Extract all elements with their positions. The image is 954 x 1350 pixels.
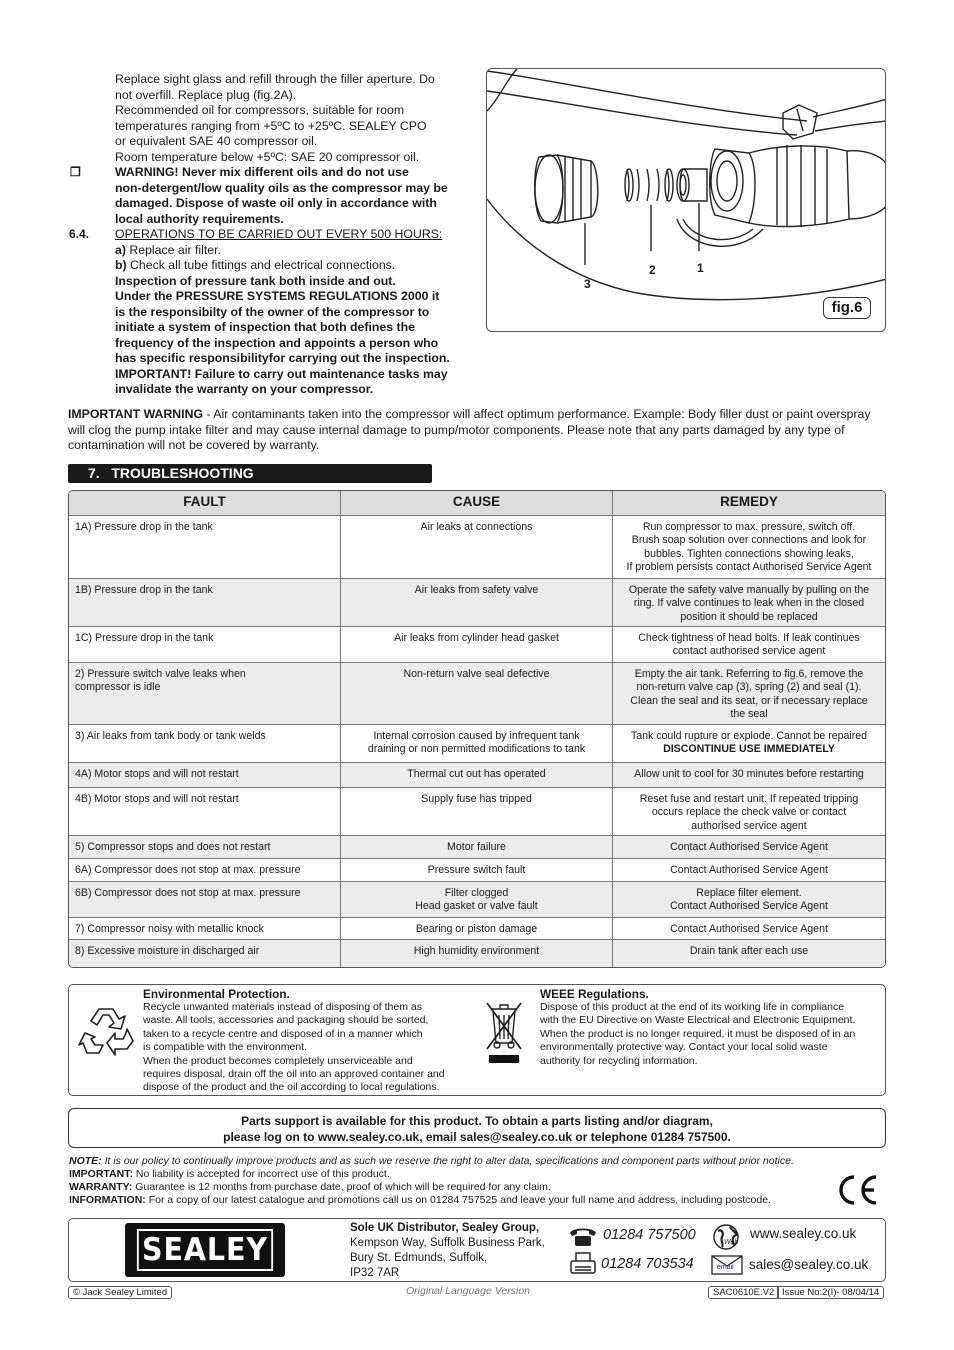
fault-cell: 3) Air leaks from tank body or tank welds (69, 725, 341, 762)
information-line: INFORMATION: For a copy of our latest catalogue and promotions call us on 01284 757525 and leave your full name and address, including postcode. (69, 1194, 771, 1206)
environment-title: Environmental Protection. (143, 987, 290, 1001)
column-header-remedy: REMEDY (720, 494, 778, 509)
remedy-cell: Check tightness of head bolts. If leak continues contact authorised service agent (638, 632, 860, 658)
telephone-icon (568, 1225, 598, 1247)
cause-cell: Non-return valve seal defective (341, 663, 613, 724)
environment-box (68, 984, 886, 1096)
copyright: © Jack Sealey Limited (68, 1286, 172, 1299)
cause-cell: Supply fuse has tripped (341, 788, 613, 835)
text-line: Room temperature below +5ºC: SAE 20 compressor oil. (115, 149, 420, 164)
remedy-cell: Tank could rupture or explode. Cannot be repaired DISCONTINUE USE IMMEDIATELY (630, 730, 868, 756)
weee-bin-icon (483, 999, 525, 1065)
warning-line: non-detergent/low quality oils as the compressor may be (115, 180, 448, 195)
cause-cell: Internal corrosion caused by infrequent tank draining or non permitted modifications to tank (341, 725, 613, 762)
remedy-cell: Run compressor to max. pressure, switch off. Brush soap solution over connections and look for bubbles. Tighten connections showing leaks, If problem persists contact Authorised Service Agent (626, 521, 872, 574)
distributor-address: Sole UK Distributor, Sealey Group, Kempson Way, Suffolk Business Park, Bury St. Edmunds, Suffolk, IP32 7AR (350, 1222, 545, 1279)
inspection-line: is the responsibilty of the owner of the compressor to (115, 304, 430, 319)
cause-cell: Filter clogged Head gasket or valve fault (341, 882, 613, 917)
callout-1: 1 (697, 261, 704, 275)
fault-cell: 4A) Motor stops and will not restart (69, 763, 341, 787)
logo-text: SEALEY (137, 1229, 273, 1271)
checkbox-icon: ❒ (70, 165, 81, 179)
issue-number: Issue No:2(I)- 08/04/14 (777, 1286, 884, 1299)
weee-text: Dispose of this product at the end of its working life in compliance with the EU Directive on Waste Electrical and Electronic Equipment. When the product is no longer required, it must be disposed of in an environmentally protective way. Contact your local solid waste authority for recycling information. (540, 1001, 856, 1067)
remedy-cell: Drain tank after each use (689, 945, 809, 957)
table-row (69, 578, 885, 626)
remedy-cell: Contact Authorised Service Agent (670, 864, 828, 876)
parts-line-2: please log on to www.sealey.co.uk, email sales@sealey.co.uk or telephone 01284 757500. (223, 1130, 731, 1144)
document-reference: SAC0610E.V2 (708, 1286, 779, 1299)
remedy-cell: Operate the safety valve manually by pulling on the ring. If valve continues to leak when in the closed position it should be replaced (628, 584, 870, 623)
text-line: or equivalent SAE 40 compressor oil. (115, 134, 318, 148)
figure-6 (486, 68, 886, 332)
remedy-cell: Contact Authorised Service Agent (670, 923, 828, 935)
list-item: b) Check all tube fittings and electrical connections. (115, 258, 396, 272)
fault-cell: 5) Compressor stops and does not restart (69, 836, 341, 858)
fax-icon (568, 1251, 598, 1277)
inspection-line: Inspection of pressure tank both inside and out. (115, 273, 396, 288)
fault-cell: 4B) Motor stops and will not restart (69, 788, 341, 835)
valve-diagram (487, 69, 886, 332)
table-row (69, 662, 885, 724)
text-line: Recommended oil for compressors, suitable for room (115, 103, 405, 117)
table-row (69, 787, 885, 835)
section-header: 7. TROUBLESHOOTING (68, 464, 432, 483)
inspection-line: has specific responsibilityfor carrying out the inspection. (115, 351, 450, 365)
cause-cell: Air leaks from safety valve (341, 579, 613, 626)
fault-cell: 1B) Pressure drop in the tank (69, 579, 341, 626)
inspection-line: frequency of the inspection and appoints a person who (115, 335, 439, 350)
cause-cell: Motor failure (341, 836, 613, 858)
troubleshooting-table (68, 490, 886, 968)
sealey-logo (125, 1223, 285, 1277)
cause-cell: Pressure switch fault (341, 859, 613, 881)
remedy-cell: Allow unit to cool for 30 minutes before restarting (634, 768, 864, 780)
text-line: temperatures ranging from +5ºC to +25ºC. SEALEY CPO (115, 118, 427, 133)
table-row (69, 515, 885, 578)
recycle-icon (77, 1003, 135, 1059)
environment-text: Recycle unwanted materials instead of disposing of them as waste. All tools, accessories and packaging should be sorted, taken to a recycle centre and disposed of in a manner which is compatible with the environment. When the product becomes completely unserviceable and requires disposal, drain off the oil into an approved container and dispose of the product and the oil according to local regulations. (143, 1001, 445, 1094)
column-header-fault: FAULT (69, 491, 341, 515)
list-item: a) Replace air filter. (115, 242, 221, 257)
fault-cell: 8) Excessive moisture in discharged air (69, 940, 341, 967)
table-row (69, 724, 885, 762)
important-warning: IMPORTANT WARNING - Air contaminants taken into the compressor will affect optimum performance. Example: Body filler dust or paint overspray will clog the pump intake filter and may cause internal damage to pump/motor components. Please note that any parts damaged by any type of contamination will not be covered by warranty. (68, 407, 871, 452)
table-body (69, 515, 885, 967)
table-row (69, 858, 885, 881)
cause-cell: Bearing or piston damage (341, 918, 613, 939)
ce-mark-icon (836, 1173, 880, 1207)
weee-title: WEEE Regulations. (540, 987, 649, 1001)
table-row (69, 939, 885, 967)
fault-cell: 6A) Compressor does not stop at max. pressure (69, 859, 341, 881)
inspection-line: Under the PRESSURE SYSTEMS REGULATIONS 2000 it (115, 289, 440, 303)
text-line: not overfill. Replace plug (fig.2A). (115, 87, 297, 102)
original-language: Original Language Version (406, 1285, 530, 1297)
warning-line: WARNING! Never mix different oils and do not use (115, 165, 409, 179)
website-link[interactable]: www.sealey.co.uk (750, 1226, 857, 1241)
section-heading: OPERATIONS TO BE CARRIED OUT EVERY 500 HOURS: (115, 227, 443, 241)
email-link[interactable]: sales@sealey.co.uk (749, 1257, 869, 1272)
table-header-row (69, 491, 885, 515)
fault-cell: 2) Pressure switch valve leaks when compressor is idle (69, 663, 341, 724)
remedy-cell: Contact Authorised Service Agent (670, 841, 828, 853)
warranty-line: WARRANTY: Guarantee is 12 months from purchase date, proof of which will be required for any claim. (69, 1181, 551, 1193)
table-row (69, 917, 885, 939)
note-line: NOTE: It is our policy to continually improve products and as such we reserve the right to alter data, specifications and component parts without prior notice. (69, 1155, 794, 1167)
callout-2: 2 (649, 263, 656, 277)
section-number: 6.4. (69, 227, 90, 241)
parts-support-box (68, 1108, 886, 1148)
cause-cell: Air leaks at connections (341, 516, 613, 578)
fault-cell: 6B) Compressor does not stop at max. pressure (69, 882, 341, 917)
email-icon-label: email (717, 1264, 734, 1271)
callout-3: 3 (584, 277, 591, 291)
warning-line: local authority requirements. (115, 211, 284, 226)
remedy-cell: Empty the air tank. Referring to fig.6, remove the non-return valve cap (3), spring (2) and seal (1). Clean the seal and its seat, or if necessary replace the seal (630, 668, 868, 721)
cause-cell: Air leaks from cylinder head gasket (341, 627, 613, 662)
figure-label: fig.6 (823, 297, 871, 319)
column-header-cause: CAUSE (341, 491, 613, 515)
inspection-line: IMPORTANT! Failure to carry out maintenance tasks may (115, 366, 448, 381)
cause-cell: Thermal cut out has operated (341, 763, 613, 787)
remedy-cell: Reset fuse and restart unit. If repeated tripping occurs replace the check valve or contact authorised service agent (639, 793, 859, 832)
phone-number: 01284 757500 (603, 1227, 696, 1243)
table-row (69, 626, 885, 662)
inspection-line: invalidate the warranty on your compressor. (115, 382, 374, 396)
fault-cell: 7) Compressor noisy with metallic knock (69, 918, 341, 939)
inspection-line: initiate a system of inspection that both defines the (115, 320, 415, 334)
fax-number: 01284 703534 (601, 1256, 694, 1272)
table-row (69, 835, 885, 858)
fault-cell: 1A) Pressure drop in the tank (69, 516, 341, 578)
fault-cell: 1C) Pressure drop in the tank (69, 627, 341, 662)
table-row (69, 881, 885, 917)
warning-line: damaged. Dispose of waste oil only in accordance with (115, 196, 437, 210)
cause-cell: High humidity environment (341, 940, 613, 967)
important-line: IMPORTANT: No liability is accepted for incorrect use of this product. (69, 1168, 390, 1180)
text-line: Replace sight glass and refill through the filler aperture. Do (115, 72, 435, 86)
footer-box (68, 1218, 886, 1282)
remedy-cell: Replace filter element. Contact Authorised Service Agent (670, 887, 828, 913)
web-icon-label: Web (724, 1239, 739, 1246)
table-row (69, 762, 885, 787)
web-globe-icon (710, 1223, 746, 1253)
parts-line-1: Parts support is available for this product. To obtain a parts listing and/or diagram, (241, 1114, 713, 1128)
